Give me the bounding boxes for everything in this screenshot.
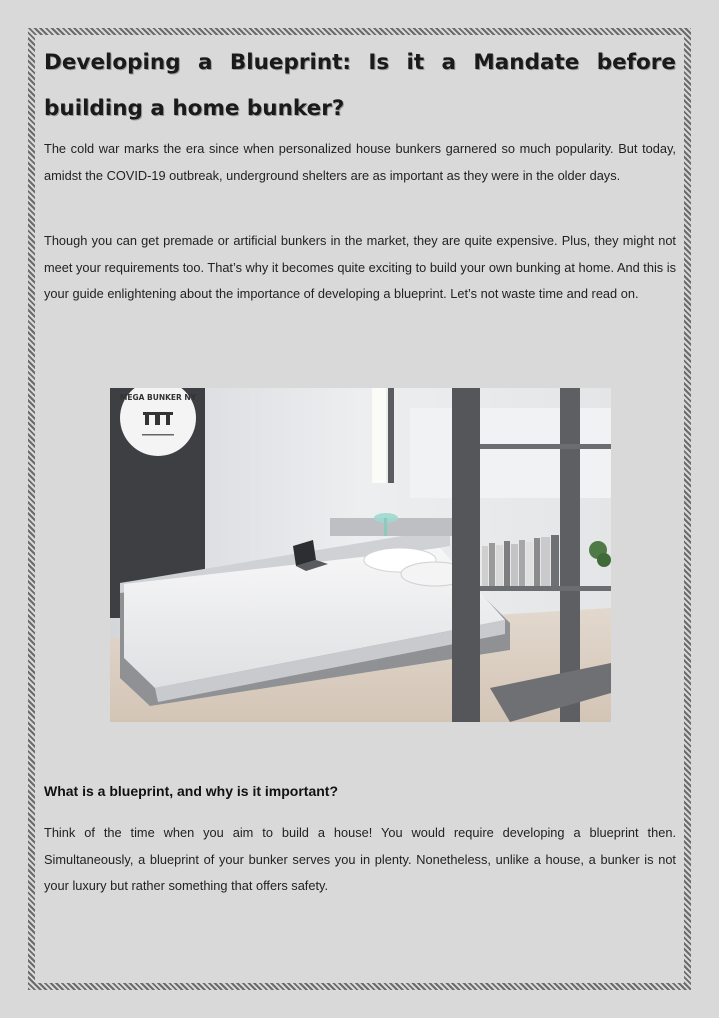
section-heading: What is a blueprint, and why is it important?: [44, 783, 339, 799]
bunker-bedroom-photo: [110, 388, 611, 722]
intro-paragraph: The cold war marks the era since when personalized house bunkers garnered so much popularity. But today, amidst the COVID-19 outbreak, underground shelters are as important as they were in the older days.: [44, 141, 676, 183]
section-paragraph: Think of the time when you aim to build a house! You would require developing a blueprint then. Simultaneously, a blueprint of your bunker serves you in plenty. Nonetheless, unlike a house, a bunker is not your luxury but rather something that offers safety.: [44, 825, 676, 893]
document-title: Developing a Blueprint: Is it a Mandate before building a home bunker?: [44, 50, 676, 121]
second-paragraph: Though you can get premade or artificial bunkers in the market, they are quite expensive. Plus, they might not meet your requirements too. That’s why it becomes quite exciting to build your own bunking at home. And this is your guide enlightening about the importance of developing a blueprint. Let’s not waste time and read on.: [44, 233, 676, 301]
logo-wordmark: MEGA BUNKER NY: [119, 393, 197, 402]
